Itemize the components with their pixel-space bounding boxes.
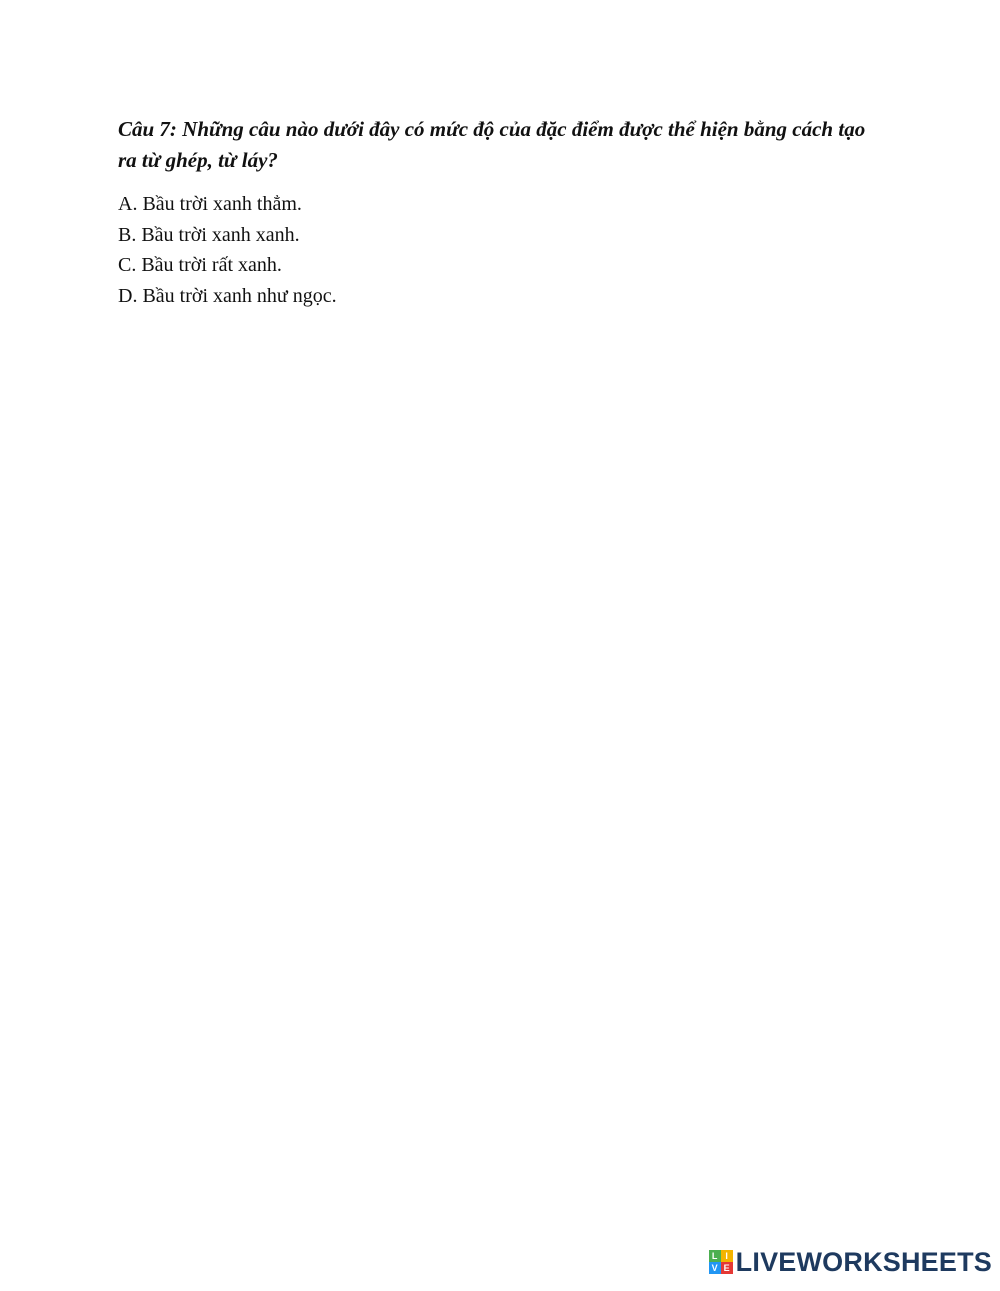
logo-letter-v: V <box>709 1262 721 1274</box>
option-d: D. Bầu trời xanh như ngọc. <box>118 284 337 307</box>
option-c: C. Bầu trời rất xanh. <box>118 254 282 276</box>
option-b: B. Bầu trời xanh xanh. <box>118 223 300 246</box>
option-a: A. Bầu trời xanh thẳm. <box>118 193 302 215</box>
logo-letter-i: I <box>721 1250 733 1262</box>
liveworksheets-logo <box>709 1247 992 1277</box>
liveworksheets-wordmark: LIVEWORKSHEETS <box>735 1247 992 1277</box>
question-text: Câu 7: Những câu nào dưới đây có mức độ của đặc điểm được thể hiện bằng cách tạo ra từ ghép, từ láy? <box>118 117 866 172</box>
logo-letter-l: L <box>709 1250 721 1262</box>
logo-letter-e: E <box>721 1262 733 1274</box>
liveworksheets-logo-icon <box>709 1250 733 1274</box>
answer-options <box>118 189 337 311</box>
